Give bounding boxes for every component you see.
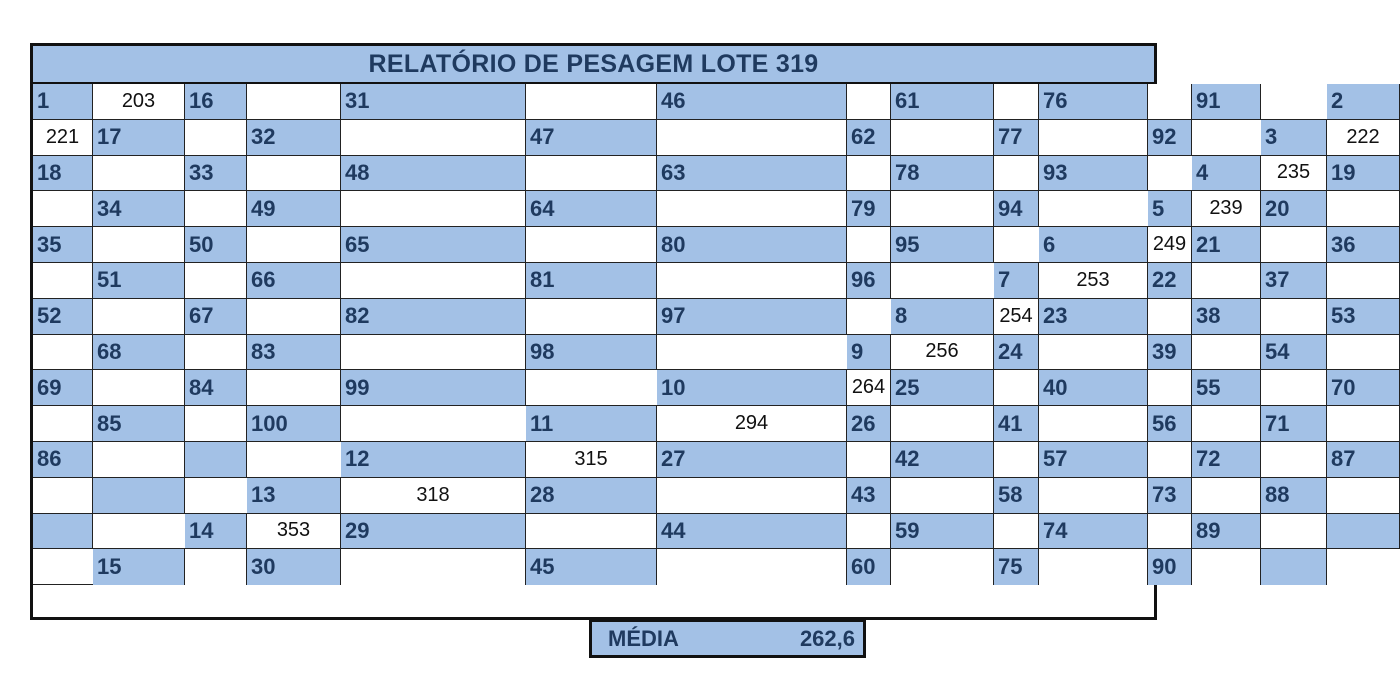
weight-value-cell[interactable]: 315 [526,442,657,478]
animal-number-cell: 11 [526,406,657,442]
average-label: MÉDIA [608,625,679,651]
average-value: 262,6 [799,625,855,651]
weight-value-cell[interactable] [185,335,247,371]
weight-value-cell[interactable] [526,514,657,550]
animal-number-cell: 33 [185,156,247,192]
animal-number-cell: 67 [185,299,247,335]
weight-value-cell[interactable] [33,263,93,299]
weight-value-cell[interactable] [185,478,247,514]
animal-number-cell: 18 [33,156,93,192]
weight-value-cell[interactable] [1327,478,1400,514]
weight-value-cell[interactable] [247,227,341,263]
weight-value-cell[interactable] [994,156,1039,192]
animal-number-cell: 39 [1148,335,1192,371]
weight-value-cell[interactable]: 203 [93,84,185,120]
animal-number-cell: 50 [185,227,247,263]
weight-value-cell[interactable] [657,478,847,514]
weight-value-cell[interactable]: 318 [341,478,526,514]
animal-number-cell: 14 [185,514,247,550]
animal-number-cell [1327,514,1400,550]
weight-value-cell[interactable] [657,191,847,227]
weight-value-cell[interactable] [1327,191,1400,227]
animal-number-cell [1261,549,1327,585]
animal-number-cell: 65 [341,227,526,263]
weight-value-cell[interactable] [1148,299,1192,335]
animal-number-cell: 26 [847,406,891,442]
weight-value-cell[interactable] [847,299,891,335]
weight-value-cell[interactable] [341,406,526,442]
animal-number-cell: 8 [891,299,994,335]
animal-number-cell: 92 [1148,120,1192,156]
weight-value-cell[interactable] [1039,478,1148,514]
animal-number-cell: 42 [891,442,994,478]
animal-number-cell: 46 [657,84,847,120]
animal-number-cell: 79 [847,191,891,227]
weight-value-cell[interactable] [1039,406,1148,442]
weight-value-cell[interactable] [93,227,185,263]
weight-value-cell[interactable] [93,299,185,335]
weight-value-cell[interactable] [847,156,891,192]
report-title: RELATÓRIO DE PESAGEM LOTE 319 [33,46,1154,84]
animal-number-cell: 2 [1327,84,1400,120]
animal-number-cell: 90 [1148,549,1192,585]
animal-number-cell: 5 [1148,191,1192,227]
animal-number-cell: 10 [657,370,847,406]
animal-number-cell: 28 [526,478,657,514]
animal-number-cell: 15 [93,549,185,585]
weight-value-cell[interactable] [526,370,657,406]
weight-value-cell[interactable] [1327,335,1400,371]
weight-value-cell[interactable] [33,191,93,227]
animal-number-cell: 99 [341,370,526,406]
weight-value-cell[interactable]: 256 [891,335,994,371]
animal-number-cell: 20 [1261,191,1327,227]
weight-value-cell[interactable] [1192,478,1261,514]
weight-value-cell[interactable] [185,263,247,299]
animal-number-cell: 16 [185,84,247,120]
weight-value-cell[interactable] [526,227,657,263]
animal-number-cell: 59 [891,514,994,550]
animal-number-cell: 3 [1261,120,1327,156]
animal-number-cell: 48 [341,156,526,192]
weight-value-cell[interactable] [1192,335,1261,371]
animal-number-cell: 6 [1039,227,1148,263]
weight-value-cell[interactable] [93,442,185,478]
animal-number-cell: 19 [1327,156,1400,192]
weight-value-cell[interactable] [994,84,1039,120]
animal-number-cell: 68 [93,335,185,371]
animal-number-cell: 86 [33,442,93,478]
animal-number-cell: 60 [847,549,891,585]
weight-value-cell[interactable] [1261,227,1327,263]
animal-number-cell: 25 [891,370,994,406]
weight-value-cell[interactable] [247,299,341,335]
weighing-report-table [30,43,1380,620]
animal-number-cell: 66 [247,263,341,299]
weight-value-cell[interactable] [1148,514,1192,550]
animal-number-cell: 49 [247,191,341,227]
animal-number-cell: 71 [1261,406,1327,442]
weight-value-cell[interactable] [657,263,847,299]
weight-value-cell[interactable] [1327,263,1400,299]
weight-value-cell[interactable]: 221 [33,120,93,156]
weight-value-cell[interactable] [891,406,994,442]
animal-number-cell: 95 [891,227,994,263]
weight-value-cell[interactable] [33,478,93,514]
animal-number-cell: 76 [1039,84,1148,120]
weight-value-cell[interactable] [994,227,1039,263]
animal-number-cell: 77 [994,120,1039,156]
animal-number-cell: 29 [341,514,526,550]
animal-number-cell: 96 [847,263,891,299]
weight-value-cell[interactable] [891,478,994,514]
animal-number-cell: 70 [1327,370,1400,406]
weight-value-cell[interactable] [93,370,185,406]
animal-number-cell: 97 [657,299,847,335]
average-box [589,619,866,658]
weight-value-cell[interactable] [185,549,247,585]
weight-value-cell[interactable]: 353 [247,514,341,550]
animal-number-cell: 82 [341,299,526,335]
animal-number-cell: 21 [1192,227,1261,263]
weight-value-cell[interactable] [33,335,93,371]
animal-number-cell: 94 [994,191,1039,227]
weight-value-cell[interactable] [994,514,1039,550]
animal-number-cell: 7 [994,263,1039,299]
animal-number-cell: 38 [1192,299,1261,335]
weight-value-cell[interactable] [847,514,891,550]
animal-number-cell: 80 [657,227,847,263]
weight-value-cell[interactable] [341,263,526,299]
weight-value-cell[interactable] [891,120,994,156]
animal-number-cell: 41 [994,406,1039,442]
weight-value-cell[interactable] [1039,549,1148,585]
weight-value-cell[interactable] [1148,156,1192,192]
weight-value-cell[interactable] [341,191,526,227]
weight-value-cell[interactable] [247,442,341,478]
weight-value-cell[interactable] [1148,442,1192,478]
weight-value-cell[interactable] [247,84,341,120]
animal-number-cell: 47 [526,120,657,156]
animal-number-cell [185,442,247,478]
animal-number-cell: 4 [1192,156,1261,192]
animal-number-cell: 88 [1261,478,1327,514]
animal-number-cell: 85 [93,406,185,442]
weight-value-cell[interactable] [847,442,891,478]
animal-number-cell: 89 [1192,514,1261,550]
weight-value-cell[interactable] [994,442,1039,478]
animal-number-cell: 43 [847,478,891,514]
weight-value-cell[interactable]: 253 [1039,263,1148,299]
animal-number-cell [93,478,185,514]
animal-number-cell: 58 [994,478,1039,514]
animal-number-cell: 84 [185,370,247,406]
animal-number-cell: 75 [994,549,1039,585]
weight-value-cell[interactable] [1192,263,1261,299]
animal-number-cell: 37 [1261,263,1327,299]
animal-number-cell: 32 [247,120,341,156]
weight-value-cell[interactable] [1148,84,1192,120]
weight-value-cell[interactable] [1192,120,1261,156]
weight-value-cell[interactable] [247,156,341,192]
animal-number-cell: 81 [526,263,657,299]
weight-value-cell[interactable] [526,156,657,192]
animal-number-cell: 44 [657,514,847,550]
animal-number-cell: 54 [1261,335,1327,371]
animal-number-cell: 98 [526,335,657,371]
weight-value-cell[interactable] [1039,191,1148,227]
animal-number-cell: 22 [1148,263,1192,299]
animal-number-cell: 17 [93,120,185,156]
animal-number-cell: 63 [657,156,847,192]
weight-value-cell[interactable]: 249 [1148,227,1192,263]
animal-number-cell: 53 [1327,299,1400,335]
weight-value-cell[interactable] [526,299,657,335]
weight-value-cell[interactable] [1327,406,1400,442]
weight-value-cell[interactable] [1261,514,1327,550]
weight-value-cell[interactable] [1261,370,1327,406]
animal-number-cell: 31 [341,84,526,120]
animal-number-cell: 13 [247,478,341,514]
weight-value-cell[interactable] [185,120,247,156]
animal-number-cell: 55 [1192,370,1261,406]
weight-value-cell[interactable] [1148,370,1192,406]
weight-value-cell[interactable] [1192,549,1261,585]
weight-value-cell[interactable] [1261,299,1327,335]
animal-number-cell: 72 [1192,442,1261,478]
weight-value-cell[interactable]: 235 [1261,156,1327,192]
weight-value-cell[interactable] [341,335,526,371]
weight-value-cell[interactable] [526,84,657,120]
weight-value-cell[interactable]: 294 [657,406,847,442]
animal-number-cell: 35 [33,227,93,263]
animal-number-cell: 74 [1039,514,1148,550]
weight-value-cell[interactable] [185,191,247,227]
animal-number-cell: 36 [1327,227,1400,263]
weight-value-cell[interactable] [891,191,994,227]
animal-number-cell: 51 [93,263,185,299]
animal-number-cell: 52 [33,299,93,335]
weight-value-cell[interactable] [93,514,185,550]
weight-value-cell[interactable] [1327,549,1400,585]
animal-number-cell: 34 [93,191,185,227]
weight-value-cell[interactable] [847,227,891,263]
weight-value-cell[interactable] [185,406,247,442]
weight-value-cell[interactable] [1039,335,1148,371]
animal-number-cell: 57 [1039,442,1148,478]
weight-value-cell[interactable] [847,84,891,120]
animal-number-cell: 1 [33,84,93,120]
animal-number-cell: 30 [247,549,341,585]
weight-value-cell[interactable] [1039,120,1148,156]
animal-number-cell: 78 [891,156,994,192]
animal-number-cell: 93 [1039,156,1148,192]
animal-number-cell: 24 [994,335,1039,371]
animal-number-cell: 9 [847,335,891,371]
weight-value-cell[interactable]: 239 [1192,191,1261,227]
animal-number-cell: 45 [526,549,657,585]
weight-value-cell[interactable] [93,156,185,192]
animal-number-cell: 56 [1148,406,1192,442]
weight-value-cell[interactable] [1261,84,1327,120]
weight-value-cell[interactable] [657,335,847,371]
weight-value-cell[interactable] [1192,406,1261,442]
animal-number-cell: 91 [1192,84,1261,120]
animal-number-cell: 87 [1327,442,1400,478]
animal-number-cell: 73 [1148,478,1192,514]
animal-number-cell: 40 [1039,370,1148,406]
weight-value-cell[interactable] [33,549,93,585]
animal-number-cell: 100 [247,406,341,442]
animal-number-cell [33,514,93,550]
weight-value-cell[interactable] [33,406,93,442]
animal-number-cell: 69 [33,370,93,406]
weight-value-cell[interactable]: 254 [994,299,1039,335]
weight-value-cell[interactable] [657,549,847,585]
weight-value-cell[interactable]: 264 [847,370,891,406]
animal-number-cell: 27 [657,442,847,478]
weight-value-cell[interactable] [891,549,994,585]
animal-number-cell: 12 [341,442,526,478]
weight-value-cell[interactable] [341,549,526,585]
weights-grid [33,84,1400,621]
animal-number-cell: 61 [891,84,994,120]
weight-value-cell[interactable] [1261,442,1327,478]
animal-number-cell: 83 [247,335,341,371]
weight-value-cell[interactable] [994,370,1039,406]
animal-number-cell: 64 [526,191,657,227]
animal-number-cell: 23 [1039,299,1148,335]
weight-value-cell[interactable] [657,120,847,156]
weight-value-cell[interactable] [891,263,994,299]
weight-value-cell[interactable] [341,120,526,156]
weight-value-cell[interactable] [247,370,341,406]
weight-value-cell[interactable]: 222 [1327,120,1400,156]
animal-number-cell: 62 [847,120,891,156]
